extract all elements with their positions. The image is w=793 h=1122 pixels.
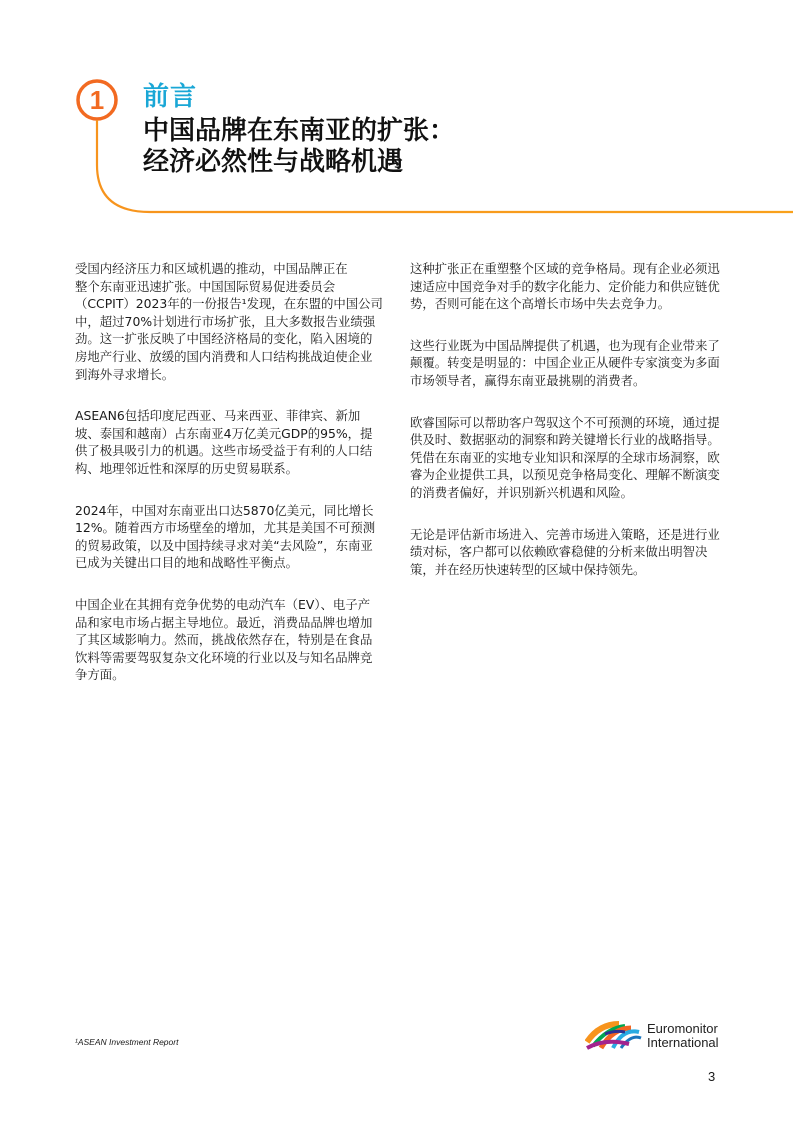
section-label: 前言 [143, 82, 198, 112]
text-line: 策，并在经历快速转型的区域中保持领先。 [410, 561, 646, 577]
logo-text [647, 1022, 719, 1050]
text-line: 颠覆。转变是明显的：中国企业正从硬件专家演变为多面 [410, 355, 720, 371]
paragraph [75, 407, 410, 477]
text-line: 中，超过70%计划进行市场扩张，且大多数报告业绩强 [75, 313, 376, 329]
text-line: 到海外寻求增长。 [75, 366, 175, 382]
paragraph [410, 526, 745, 579]
text-line: 速适应中国竞争对手的数字化能力、定价能力和供应链优 [410, 278, 720, 294]
text-line: 劲。这一扩张反映了中国经济格局的变化，陷入困境的 [75, 331, 373, 347]
text-line: 绩对标，客户都可以依赖欧睿稳健的分析来做出明智决 [410, 544, 708, 560]
logo-line: Euromonitor [647, 1021, 718, 1036]
paragraph [75, 502, 410, 572]
text-line: 了其区域影响力。然而，挑战依然存在，特别是在食品 [75, 632, 373, 648]
title-line: 经济必然性与战略机遇 [143, 147, 404, 177]
text-line: 的消费者偏好，并识别新兴机遇和风险。 [410, 484, 634, 500]
text-line: 品和家电市场占据主导地位。最近，消费品品牌也增加 [75, 614, 373, 630]
text-line: 睿为企业提供工具，以预见竞争格局变化、理解不断演变 [410, 467, 720, 483]
text-line: 坡、泰国和越南）占东南亚4万亿美元GDP的95%，提 [75, 425, 373, 441]
text-line: 这些行业既为中国品牌提供了机遇，也为现有企业带来了 [410, 337, 720, 353]
text-line: （CCPIT）2023年的一份报告¹发现，在东盟的中国公司 [75, 296, 383, 312]
paragraph [410, 414, 745, 502]
text-line: 这种扩张正在重塑整个区域的竞争格局。现有企业必须迅 [410, 261, 720, 276]
text-line: 2024年，中国对东南亚出口达5870亿美元，同比增长 [75, 502, 374, 518]
text-line: 争方面。 [75, 667, 125, 683]
text-line: 欧睿国际可以帮助客户驾驭这个不可预测的环境，通过提 [410, 414, 720, 430]
text-line: 构、地理邻近性和深厚的历史贸易联系。 [75, 460, 299, 476]
left-column [75, 260, 410, 708]
text-line: 整个东南亚迅速扩张。中国国际贸易促进委员会 [75, 278, 336, 294]
logo-line: International [647, 1035, 719, 1050]
paragraph [410, 260, 745, 313]
paragraph [75, 260, 410, 383]
text-line: 中国企业在其拥有竞争优势的电动汽车（EV）、电子产 [75, 596, 371, 612]
text-line: 市场领导者，赢得东南亚最挑剔的消费者。 [410, 372, 646, 388]
text-line: 势，否则可能在这个高增长市场中失去竞争力。 [410, 296, 671, 312]
text-line: 已成为关键出口目的地和战略性平衡点。 [75, 555, 299, 571]
paragraph [410, 337, 745, 390]
text-line: 房地产行业、放缓的国内消费和人口结构挑战迫使企业 [75, 348, 373, 364]
text-line: 12%。随着西方市场壁垒的增加，尤其是美国不可预测 [75, 520, 376, 536]
euromonitor-logo-icon [585, 1020, 643, 1050]
paragraph [75, 596, 410, 684]
text-line: 凭借在东南亚的实地专业知识和深厚的全球市场洞察，欧 [410, 449, 720, 465]
text-line: ASEAN6包括印度尼西亚、马来西亚、菲律宾、新加 [75, 408, 361, 424]
footnote: ¹ASEAN Investment Report [75, 1037, 179, 1047]
text-line: 受国内经济压力和区域机遇的推动，中国品牌正在 [75, 261, 348, 276]
title-line: 中国品牌在东南亚的扩张： [143, 116, 456, 146]
text-line: 饮料等需要驾驭复杂文化环境的行业以及与知名品牌竞 [75, 649, 373, 665]
chapter-number: 1 [89, 85, 105, 115]
text-line: 供了极具吸引力的机遇。这些市场受益于有利的人口结 [75, 443, 373, 459]
text-line: 的贸易政策，以及中国持续寻求对美“去风险”，东南亚 [75, 537, 373, 553]
right-column [410, 260, 745, 602]
page-number: 3 [708, 1069, 716, 1084]
text-line: 无论是评估新市场进入、完善市场进入策略，还是进行业 [410, 526, 720, 542]
text-line: 供及时、数据驱动的洞察和跨关键增长行业的战略指导。 [410, 432, 720, 448]
page-title [143, 116, 455, 178]
